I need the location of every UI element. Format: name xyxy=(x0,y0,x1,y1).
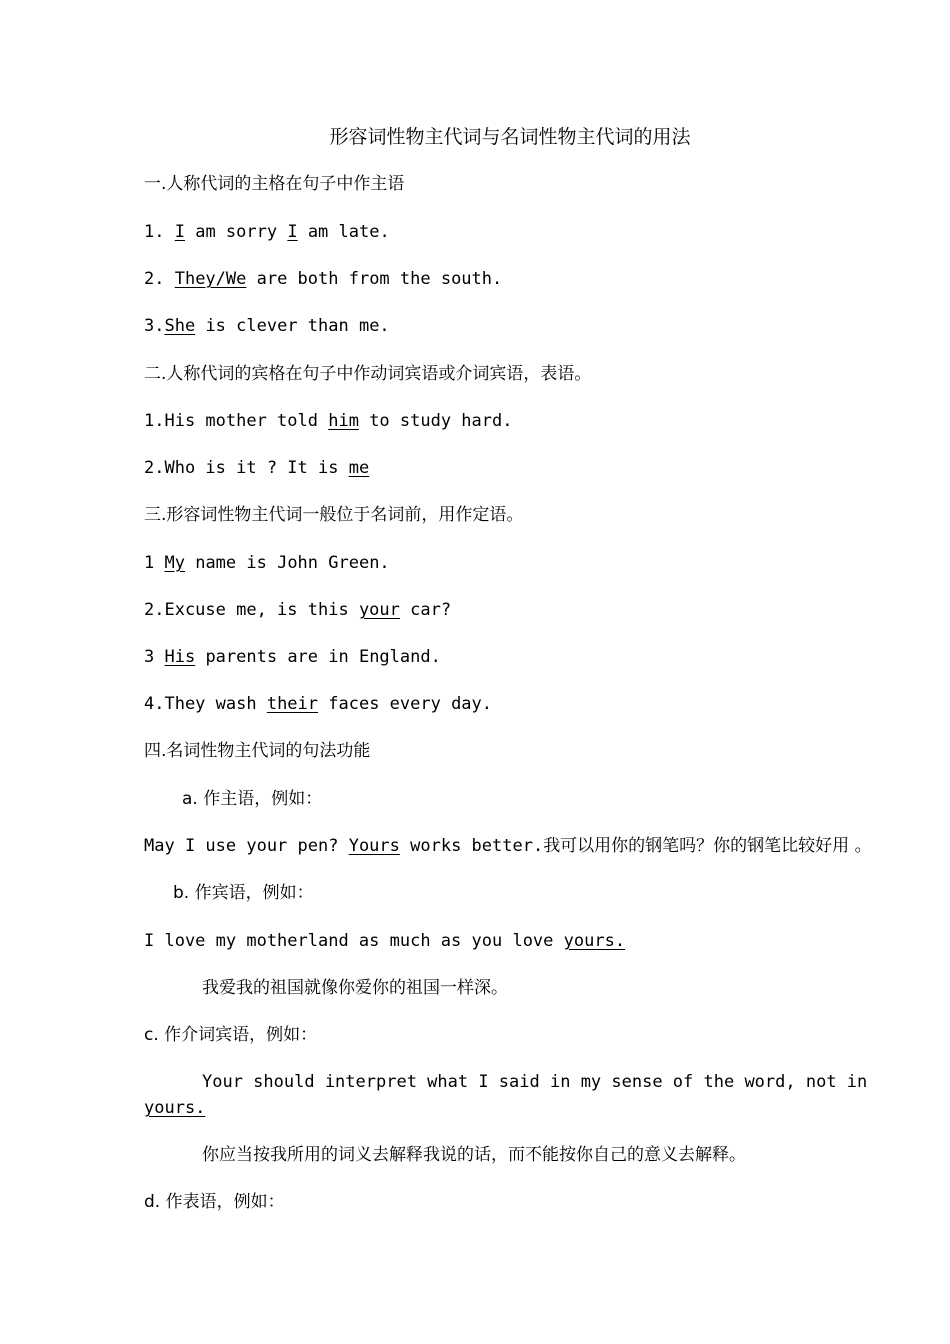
page-title: 形容词性物主代词与名词性物主代词的用法 xyxy=(329,126,691,148)
section-4-a-label: a. 作主语，例如： xyxy=(182,789,323,809)
section-3-example-3: 3 His parents are in England. xyxy=(144,647,441,667)
section-4-b-example: I love my motherland as much as you love yours. xyxy=(144,931,626,951)
section-4-b-label: b. 作宾语，例如： xyxy=(173,883,314,903)
section-4-a-example: May I use your pen? Yours works better.我可以用你的钢笔吗？你的钢笔比较好用 。 xyxy=(144,836,872,856)
section-3-example-4: 4.They wash their faces every day. xyxy=(144,694,493,714)
section-3-example-2: 2.Excuse me, is this your car? xyxy=(144,600,452,620)
section-1-example-3: 3.She is clever than me. xyxy=(144,316,390,336)
section-4-b-translation: 我爱我的祖国就像你爱你的祖国一样深。 xyxy=(202,978,508,998)
section-2-example-2: 2.Who is it ? It is me xyxy=(144,458,370,478)
section-3-heading: 三.形容词性物主代词一般位于名词前，用作定语。 xyxy=(144,505,524,525)
section-1-heading: 一.人称代词的主格在句子中作主语 xyxy=(144,174,405,194)
section-4-d-label: d. 作表语，例如： xyxy=(144,1192,285,1212)
section-2-example-1: 1.His mother told him to study hard. xyxy=(144,411,513,431)
section-4-c-example-line-1: Your should interpret what I said in my sense of the word, not in xyxy=(202,1072,868,1092)
section-4-heading: 四.名词性物主代词的句法功能 xyxy=(144,741,371,761)
section-4-c-label: c. 作介词宾语，例如： xyxy=(144,1025,318,1045)
section-3-example-1: 1 My name is John Green. xyxy=(144,553,390,573)
section-1-example-2: 2. They/We are both from the south. xyxy=(144,269,503,289)
section-4-c-example-line-2: yours. xyxy=(144,1098,206,1118)
section-1-example-1: 1. I am sorry I am late. xyxy=(144,222,390,242)
section-4-c-translation: 你应当按我所用的词义去解释我说的话，而不能按你自己的意义去解释。 xyxy=(202,1145,746,1165)
section-2-heading: 二.人称代词的宾格在句子中作动词宾语或介词宾语，表语。 xyxy=(144,364,592,384)
